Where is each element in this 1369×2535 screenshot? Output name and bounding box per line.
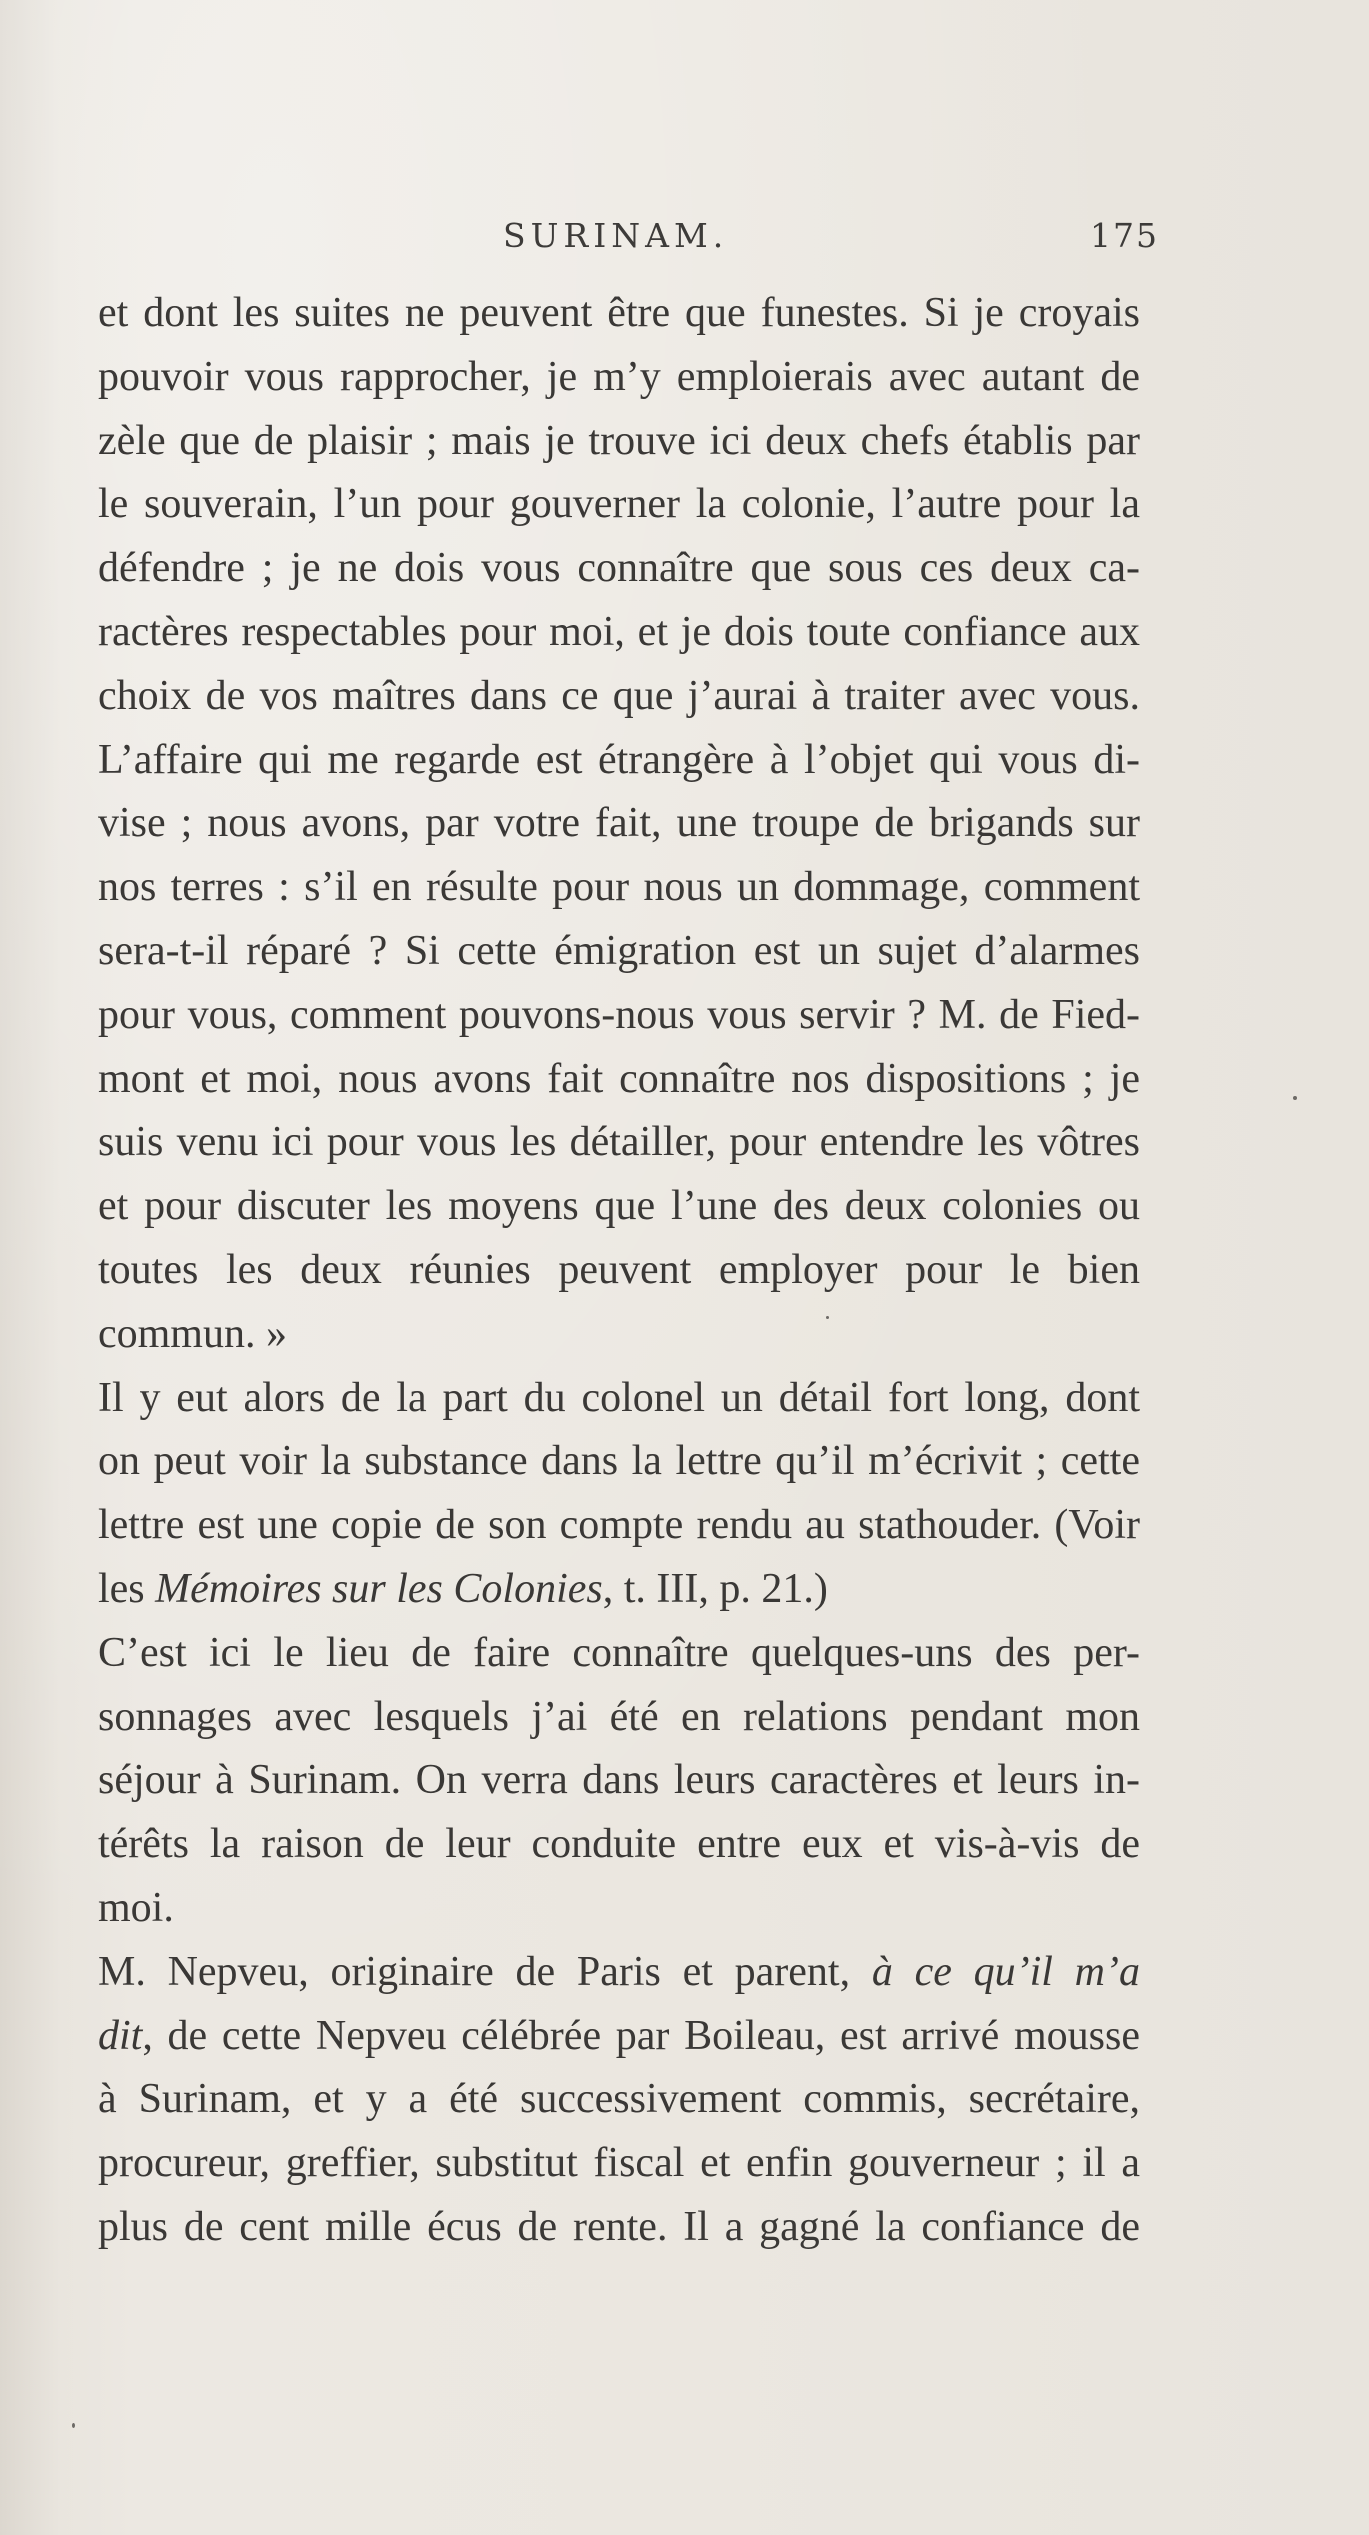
text-line: nos terres : s’il en résulte pour nous un dommage, comment <box>98 864 1140 911</box>
text-line: Il y eut alors de la part du colonel un détail fort long, dont <box>98 1374 1140 1421</box>
text-line: sera-t-il réparé ? Si cette émigration est un sujet d’alarmes <box>98 927 1140 974</box>
text-span: les <box>98 1565 156 1612</box>
text-line: lettre est une copie de son compte rendu au stathouder. (Voir <box>98 1502 1140 1549</box>
text-line: plus de cent mille écus de rente. Il a gagné la confiance de <box>98 2203 1140 2250</box>
running-title: SURINAM. <box>503 216 729 255</box>
page-header <box>0 212 1369 262</box>
text-line: térêts la raison de leur conduite entre eux et vis-à-vis de <box>98 1821 1140 1868</box>
text-span: , de cette Nepveu célébrée par Boileau, est arrivé mousse <box>142 2012 1140 2059</box>
text-line: on peut voir la substance dans la lettre qu’il m’écrivit ; cette <box>98 1438 1140 1485</box>
paper-speck <box>72 2423 75 2428</box>
text-line: pouvoir vous rapprocher, je m’y emploierais avec autant de <box>98 353 1140 400</box>
text-line: à Surinam, et y a été successivement commis, secrétaire, <box>98 2076 1140 2123</box>
text-line <box>98 2005 1140 2069</box>
text-line: et pour discuter les moyens que l’une des deux colonies ou <box>98 1183 1140 1230</box>
text-line: commun. » <box>98 1310 287 1357</box>
italic-text: à ce qu’il m’a <box>871 1948 1140 1995</box>
text-span: , t. III, p. 21.) <box>602 1565 828 1612</box>
text-line: moi. <box>98 1884 174 1931</box>
text-line: pour vous, comment pouvons-nous vous servir ? M. de Fied- <box>98 991 1140 1038</box>
paper-speck <box>1293 1096 1297 1100</box>
italic-text: Mémoires sur les Colonies <box>155 1565 603 1612</box>
text-line: mont et moi, nous avons fait connaître nos dispositions ; je <box>98 1055 1140 1102</box>
text-line: défendre ; je ne dois vous connaître que sous ces deux ca- <box>98 545 1140 592</box>
text-line: ractères respectables pour moi, et je dois toute confiance aux <box>98 608 1140 655</box>
italic-text: dit <box>98 2012 143 2059</box>
text-line <box>98 1558 1140 1622</box>
paper-speck <box>826 1316 829 1319</box>
text-line: le souverain, l’un pour gouverner la colonie, l’autre pour la <box>98 481 1140 528</box>
text-line: procureur, greffier, substitut fiscal et enfin gouverneur ; il a <box>98 2140 1140 2187</box>
text-line: séjour à Surinam. On verra dans leurs caractères et leurs in- <box>98 1757 1140 1804</box>
text-line <box>98 1941 1140 2005</box>
text-line: vise ; nous avons, par votre fait, une troupe de brigands sur <box>98 800 1140 847</box>
text-line: et dont les suites ne peuvent être que funestes. Si je croyais <box>98 290 1140 336</box>
page-number: 175 <box>1090 216 1159 255</box>
text-line: toutes les deux réunies peuvent employer pour le bien <box>98 1246 1140 1293</box>
text-line: choix de vos maîtres dans ce que j’aurai à traiter avec vous. <box>98 672 1140 719</box>
text-span: M. Nepveu, originaire de Paris et parent, <box>98 1948 872 1995</box>
text-line: zèle que de plaisir ; mais je trouve ici deux chefs établis par <box>98 417 1140 464</box>
body-text <box>98 282 1140 2260</box>
text-line: sonnages avec lesquels j’ai été en relations pendant mon <box>98 1693 1140 1740</box>
text-line: C’est ici le lieu de faire connaître quelques-uns des per- <box>98 1629 1140 1676</box>
text-line: suis venu ici pour vous les détailler, pour entendre les vôtres <box>98 1119 1140 1166</box>
text-line: L’affaire qui me regarde est étrangère à l’objet qui vous di- <box>98 736 1140 783</box>
